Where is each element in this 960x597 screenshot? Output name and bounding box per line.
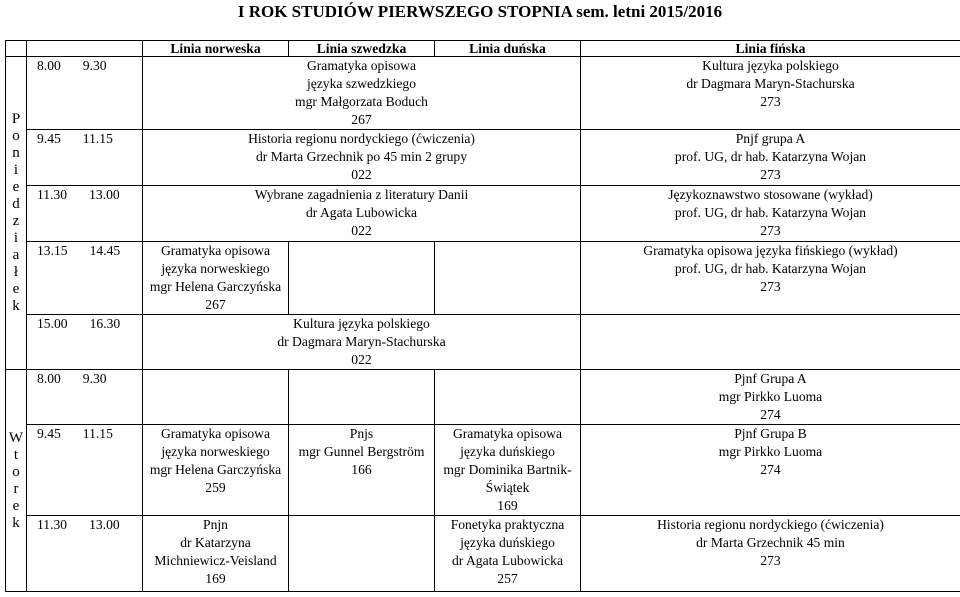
schedule-table: [5, 40, 960, 592]
day-letter: P: [11, 111, 21, 127]
class-cell: Wybrane zagadnienia z literatury Danii dr Agata Lubowicka 022: [143, 186, 581, 242]
empty-cell: [435, 242, 581, 315]
class-cell-finnish: Kultura języka polskiego dr Dagmara Maryn-Stachurska 273: [581, 57, 960, 130]
day-letter: o: [12, 463, 20, 480]
day-letter: W: [8, 429, 24, 446]
class-cell-finnish: Pjnf Grupa A mgr Pirkko Luoma 274: [581, 370, 960, 425]
table-row: 13.15 14.45 Gramatyka opisowa języka norweskiego mgr Helena Garczyńska 267 Gramatyka opisowa języka fińskiego (wykład) prof. UG, dr hab. Katarzyna Wojan 273: [6, 242, 960, 315]
table-row: 15.00 16.30 Kultura języka polskiego dr Dagmara Maryn-Stachurska 022: [6, 315, 960, 370]
header-swedish: Linia szwedzka: [289, 41, 435, 57]
table-row: 11.30 13.00 Pnjn dr Katarzyna Michniewicz-Veisland 169 Fonetyka praktyczna języka duńskiego dr Agata Lubowicka 257 Historia regionu nordyckiego (ćwiczenia) dr Marta Grzechnik 45 min 273: [6, 516, 960, 592]
day-letter: e: [12, 497, 20, 514]
day-letter: a: [12, 247, 20, 263]
empty-cell: [435, 370, 581, 425]
class-cell: Gramatyka opisowa języka szwedzkiego mgr Małgorzata Boduch 267: [143, 57, 581, 130]
empty-cell: [289, 242, 435, 315]
empty-cell: [581, 315, 960, 370]
class-cell: Fonetyka praktyczna języka duńskiego dr Agata Lubowicka 257: [435, 516, 581, 592]
day-letter: e: [12, 281, 20, 297]
class-cell-finnish: Historia regionu nordyckiego (ćwiczenia) dr Marta Grzechnik 45 min 273: [581, 516, 960, 592]
header-norwegian: Linia norweska: [143, 41, 289, 57]
class-cell-finnish: Pnjf grupa A prof. UG, dr hab. Katarzyna Wojan 273: [581, 130, 960, 186]
day-letter: k: [12, 298, 20, 314]
class-cell: Gramatyka opisowa języka norweskiego mgr Helena Garczyńska 267: [143, 242, 289, 315]
class-cell: Pnjn dr Katarzyna Michniewicz-Veisland 169: [143, 516, 289, 592]
class-cell-finnish: Pjnf Grupa B mgr Pirkko Luoma 274: [581, 425, 960, 516]
corner-cell: [6, 41, 27, 57]
class-cell-finnish: Gramatyka opisowa języka fińskiego (wykład) prof. UG, dr hab. Katarzyna Wojan 273: [581, 242, 960, 315]
table-row: [6, 57, 960, 130]
empty-cell: [289, 370, 435, 425]
day-letter: o: [12, 128, 20, 144]
day-label-tuesday: [6, 370, 27, 592]
header-danish: Linia duńska: [435, 41, 581, 57]
day-letter: i: [13, 230, 19, 246]
class-cell: Kultura języka polskiego dr Dagmara Maryn-Stachurska 022: [143, 315, 581, 370]
day-letter: d: [12, 196, 20, 212]
class-cell: Historia regionu nordyckiego (ćwiczenia) dr Marta Grzechnik po 45 min 2 grupy 022: [143, 130, 581, 186]
table-row: 9.45 11.15 Gramatyka opisowa języka norweskiego mgr Helena Garczyńska 259 Pnjs mgr Gunnel Bergström 166 Gramatyka opisowa języka duńskiego mgr Dominika Bartnik- Świątek 169 Pjnf Grupa B mgr Pirkko Luoma 274: [6, 425, 960, 516]
class-cell: Gramatyka opisowa języka duńskiego mgr Dominika Bartnik- Świątek 169: [435, 425, 581, 516]
day-letter: k: [12, 514, 20, 531]
day-letter: ł: [13, 264, 19, 280]
class-cell: Pnjs mgr Gunnel Bergström 166: [289, 425, 435, 516]
day-letter: r: [13, 480, 19, 497]
day-label-monday: [6, 57, 27, 370]
header-row: [6, 41, 960, 57]
day-letter: e: [12, 179, 20, 195]
table-row: 9.45 11.15 Historia regionu nordyckiego (ćwiczenia) dr Marta Grzechnik po 45 min 2 grupy 022 Pnjf grupa A prof. UG, dr hab. Katarzyna Wojan 273: [6, 130, 960, 186]
day-letter: i: [13, 162, 19, 178]
day-letter: z: [12, 213, 20, 229]
class-cell-finnish: Językoznawstwo stosowane (wykład) prof. UG, dr hab. Katarzyna Wojan 273: [581, 186, 960, 242]
page-title: I ROK STUDIÓW PIERWSZEGO STOPNIA sem. letni 2015/2016: [237, 2, 723, 21]
corner-cell-2: [27, 41, 143, 57]
empty-cell: [143, 370, 289, 425]
table-row: 11.30 13.00 Wybrane zagadnienia z literatury Danii dr Agata Lubowicka 022 Językoznawstwo stosowane (wykład) prof. UG, dr hab. Katarzyna Wojan 273: [6, 186, 960, 242]
table-row: W t o r e k 8.00 9.30 Pjnf Grupa A mgr Pirkko Luoma 274: [6, 370, 960, 425]
day-letter: t: [13, 446, 19, 463]
class-cell: Gramatyka opisowa języka norweskiego mgr Helena Garczyńska 259: [143, 425, 289, 516]
day-letter: n: [12, 145, 20, 161]
time-cell: 8.00 9.30: [27, 57, 143, 130]
header-finnish: Linia fińska: [581, 41, 960, 57]
empty-cell: [289, 516, 435, 592]
